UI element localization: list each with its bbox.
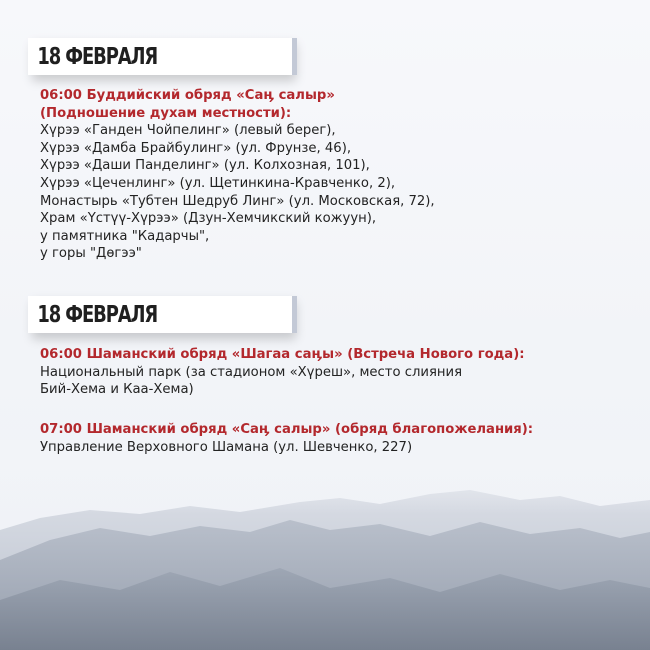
date-heading-2: 18 ФЕВРАЛЯ (37, 301, 158, 328)
location-line: Хүрээ «Цеченлинг» (ул. Щетинкина-Кравченко, 2), (40, 175, 396, 191)
location-line: у горы "Дөгээ" (40, 246, 142, 262)
location-line: Монастырь «Тубтен Шедруб Линг» (ул. Московская, 72), (40, 193, 435, 209)
event-heading (40, 421, 640, 439)
event-title: Буддийский обряд «Саӊ салыр» (81, 88, 335, 103)
buddhist-ritual-block (40, 87, 640, 263)
location-line: Управление Верховного Шамана (ул. Шевченко, 227) (40, 439, 413, 455)
location-line: Храм «Үстүү-Хүрээ» (Дзун-Хемчикский кожуун), (40, 211, 377, 227)
date-banner-2 (28, 296, 292, 333)
event-heading (40, 87, 640, 105)
location-line: Хүрээ «Даши Панделинг» (ул. Колхозная, 101), (40, 158, 370, 174)
event-time: 06:00 (40, 347, 82, 362)
location-line: Бий-Хема и Каа-Хема) (40, 382, 194, 398)
location-line: Национальный парк (за стадионом «Хүреш», место слияния (40, 364, 463, 380)
event-subtitle: (Подношение духам местности): (40, 105, 292, 121)
event-time: 07:00 (40, 422, 82, 437)
mountain-background (0, 440, 650, 650)
date-banner-1 (28, 38, 292, 75)
event-title: Шаманский обряд «Шагаа саӊы» (Встреча Нового года): (81, 347, 525, 362)
date-heading-1: 18 ФЕВРАЛЯ (37, 43, 158, 70)
event-heading (40, 346, 640, 364)
location-line: Хүрээ «Ганден Чойпелинг» (левый берег), (40, 123, 336, 139)
location-line: у памятника "Кадарчы", (40, 228, 210, 244)
event-title: Шаманский обряд «Саӊ салыр» (обряд благопожелания): (81, 422, 534, 437)
location-line: Хүрээ «Дамба Брайбулинг» (ул. Фрунзе, 46), (40, 140, 352, 156)
shaman-new-year-block (40, 346, 640, 399)
shaman-blessing-block (40, 421, 640, 456)
event-time: 06:00 (40, 88, 82, 103)
